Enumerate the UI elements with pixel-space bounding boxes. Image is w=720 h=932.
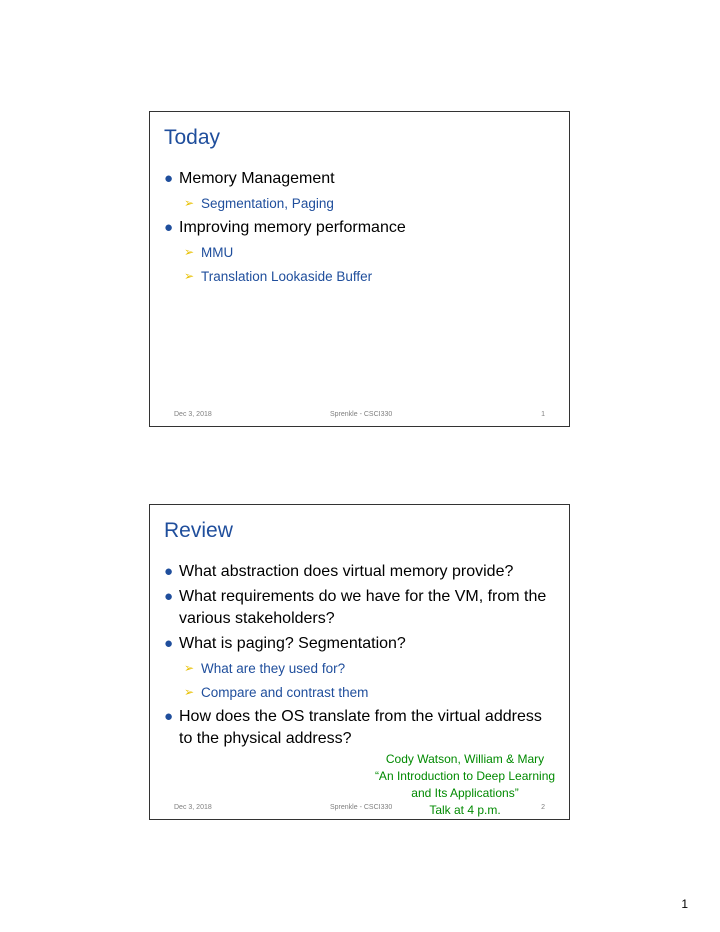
bullet-item xyxy=(164,217,557,239)
slide-1 xyxy=(149,111,570,427)
bullet-item xyxy=(164,586,557,630)
arrow-right-icon: ➢ xyxy=(184,245,195,259)
slide-title: Review xyxy=(164,519,233,542)
bullet-text: Improving memory performance xyxy=(179,219,406,236)
slide-footer-author: Sprenkle - CSCI330 xyxy=(330,411,393,418)
sub-bullet-text: What are they used for? xyxy=(201,661,346,676)
sub-bullet-item xyxy=(164,682,557,703)
bullet-list xyxy=(164,561,557,753)
bullet-dot-icon: ● xyxy=(164,708,174,725)
talk-title-line-1: “An Introduction to Deep Learning xyxy=(374,769,556,783)
bullet-dot-icon: ● xyxy=(164,635,174,652)
sub-bullet-item xyxy=(164,658,557,679)
arrow-right-icon: ➢ xyxy=(184,685,195,699)
slide-footer-date: Dec 3, 2018 xyxy=(174,804,212,811)
sub-bullet-item xyxy=(164,242,557,263)
slide-number: 1 xyxy=(541,411,545,418)
sub-bullet-item xyxy=(164,266,557,287)
talk-title-line-2: and Its Applications” xyxy=(411,786,519,800)
talk-speaker: Cody Watson, William & Mary xyxy=(385,752,545,766)
arrow-right-icon: ➢ xyxy=(184,661,195,675)
bullet-item xyxy=(164,633,557,655)
slide-footer-date: Dec 3, 2018 xyxy=(174,411,212,418)
bullet-dot-icon: ● xyxy=(164,170,174,187)
sub-bullet-text: Segmentation, Paging xyxy=(201,196,334,211)
arrow-right-icon: ➢ xyxy=(184,269,195,283)
sub-bullet-item xyxy=(164,193,557,214)
slide-footer-author: Sprenkle - CSCI330 xyxy=(330,804,393,811)
bullet-text: What abstraction does virtual memory provide? xyxy=(179,563,514,580)
bullet-dot-icon: ● xyxy=(164,219,174,236)
talk-time: Talk at 4 p.m. xyxy=(429,803,501,817)
slide-2 xyxy=(149,504,570,820)
slide-number: 2 xyxy=(541,804,545,811)
page-number: 1 xyxy=(681,897,688,911)
sub-bullet-text: Translation Lookaside Buffer xyxy=(201,269,373,284)
bullet-text: What is paging? Segmentation? xyxy=(179,635,406,652)
bullet-item xyxy=(164,168,557,190)
bullet-list xyxy=(164,168,557,290)
bullet-item xyxy=(164,561,557,583)
bullet-text: How does the OS translate from the virtual address to the physical address? xyxy=(179,708,542,747)
sub-bullet-text: Compare and contrast them xyxy=(201,685,369,700)
bullet-text: Memory Management xyxy=(179,170,335,187)
bullet-dot-icon: ● xyxy=(164,588,174,605)
sub-bullet-text: MMU xyxy=(201,245,234,260)
arrow-right-icon: ➢ xyxy=(184,196,195,210)
bullet-dot-icon: ● xyxy=(164,563,174,580)
slide-title: Today xyxy=(164,126,221,149)
bullet-item xyxy=(164,706,557,750)
bullet-text: What requirements do we have for the VM, from the various stakeholders? xyxy=(179,588,547,627)
